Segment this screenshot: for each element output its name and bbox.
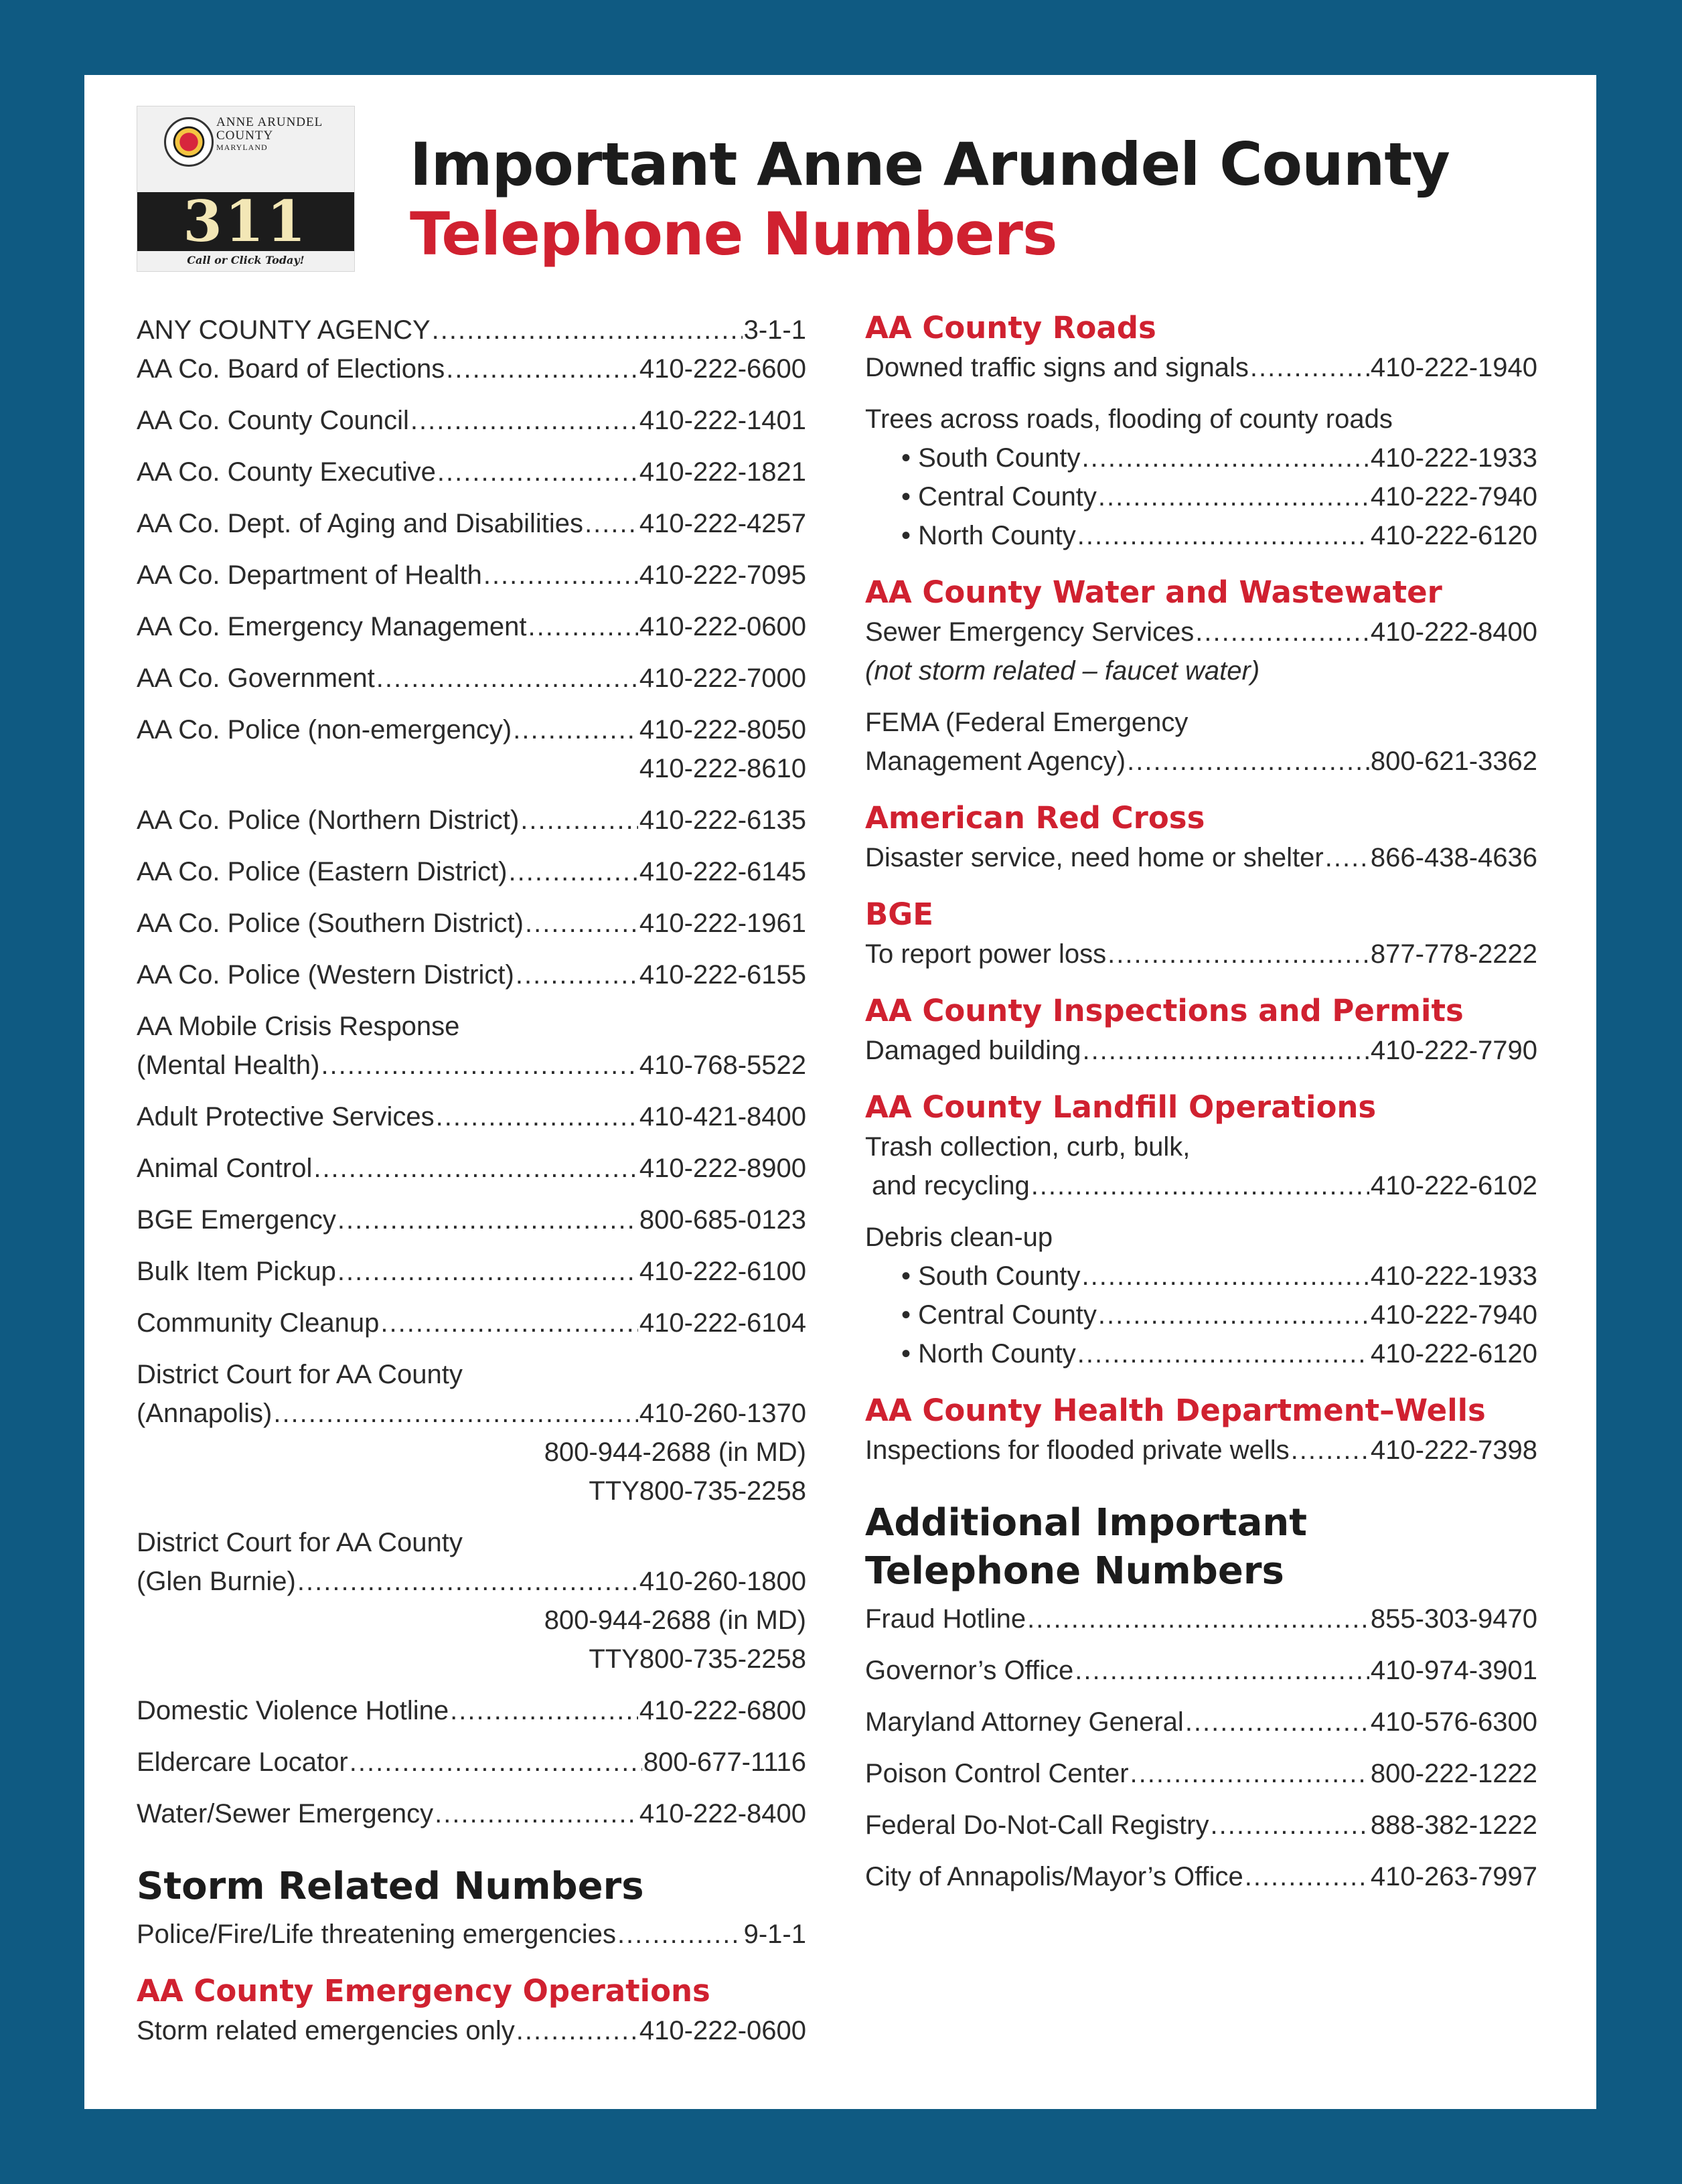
- listing-label: BGE Emergency: [137, 1205, 336, 1235]
- section-heading-water: AA County Water and Wastewater: [865, 574, 1442, 610]
- listing-label: AA Co. Police (non-emergency): [137, 715, 512, 745]
- phone-number-alt: 800-944-2688 (in MD): [544, 1437, 806, 1467]
- listing-note: (not storm related – faucet water): [865, 656, 1260, 686]
- listing-label: Poison Control Center: [865, 1759, 1129, 1788]
- section-heading-additional: Additional Important: [865, 1501, 1308, 1545]
- listing-row: [865, 439, 1537, 477]
- listing-label: Maryland Attorney General: [865, 1707, 1184, 1737]
- dot-leader: [1210, 1806, 1369, 1845]
- left-column: [137, 311, 806, 2050]
- phone-number: 410-222-6145: [639, 857, 806, 886]
- phone-number: 866-438-4636: [1370, 843, 1537, 872]
- section-heading-additional-line2: Telephone Numbers: [865, 1549, 1284, 1593]
- dot-leader: [1027, 1600, 1369, 1638]
- section-heading-roads: AA County Roads: [865, 310, 1156, 345]
- listing-label: Governor’s Office: [865, 1656, 1074, 1685]
- phone-number: 410-222-7940: [1370, 1300, 1537, 1330]
- phone-number: 410-768-5522: [639, 1050, 806, 1080]
- dot-leader: [617, 1915, 743, 1954]
- listing-row: [137, 1562, 806, 1601]
- listing-label: AA Co. Police (Northern District): [137, 805, 520, 835]
- phone-number: 410-222-6100: [639, 1257, 806, 1286]
- listing-row: [865, 838, 1537, 877]
- phone-number: 410-222-7095: [639, 560, 806, 590]
- dot-leader: [337, 1200, 638, 1239]
- phone-number: 410-222-1821: [639, 457, 806, 487]
- listing-label: AA Co. Police (Eastern District): [137, 857, 508, 886]
- dot-leader: [1291, 1431, 1369, 1470]
- listing-row: [137, 904, 806, 943]
- phone-number: 800-222-1222: [1370, 1759, 1537, 1788]
- phone-number: 800-621-3362: [1370, 747, 1537, 776]
- logo-311-number: 311: [137, 192, 354, 251]
- dot-leader: [376, 659, 638, 698]
- phone-number: 410-222-6120: [1370, 1339, 1537, 1369]
- listing-row: [865, 1166, 1537, 1205]
- phone-number: 800-685-0123: [639, 1205, 806, 1235]
- listing-row: [137, 1046, 806, 1085]
- phone-number: 410-576-6300: [1370, 1707, 1537, 1737]
- phone-number: 888-382-1222: [1370, 1810, 1537, 1840]
- logo-name-line1: ANNE ARUNDEL: [216, 115, 323, 129]
- dot-leader: [1082, 1257, 1369, 1296]
- dot-leader: [1082, 439, 1369, 477]
- listing-row: [137, 659, 806, 698]
- dot-leader: [509, 852, 638, 891]
- listing-row: [865, 1703, 1537, 1741]
- listing-label: AA Co. Emergency Management: [137, 612, 527, 641]
- listing-label-line: FEMA (Federal Emergency: [865, 708, 1189, 737]
- listing-label: Domestic Violence Hotline: [137, 1696, 449, 1725]
- listing-row: [865, 1600, 1537, 1638]
- listing-label: ANY COUNTY AGENCY: [137, 315, 431, 345]
- listing-row: [137, 1394, 806, 1433]
- dot-leader: [410, 401, 638, 440]
- dot-leader: [520, 801, 638, 840]
- dot-leader: [1130, 1754, 1369, 1793]
- phone-number: 410-222-4257: [639, 509, 806, 538]
- dot-leader: [446, 349, 638, 388]
- listing-row: [865, 477, 1537, 516]
- dot-leader: [321, 1046, 637, 1085]
- listing-label: AA Co. Department of Health: [137, 560, 482, 590]
- listing-row: [865, 1296, 1537, 1334]
- dot-leader: [337, 1252, 638, 1291]
- listing-row: [137, 801, 806, 840]
- section-heading-bge: BGE: [865, 896, 933, 932]
- listing-row: [137, 1915, 806, 1954]
- listing-row: [865, 348, 1537, 387]
- dot-leader: [450, 1691, 638, 1730]
- listing-row: [137, 311, 806, 349]
- logo-name-line3: MARYLAND: [216, 143, 268, 152]
- listing-row: [137, 710, 806, 749]
- listing-label: Sewer Emergency Services: [865, 617, 1195, 647]
- listing-label: Damaged building: [865, 1036, 1081, 1065]
- dot-leader: [516, 2011, 638, 2050]
- phone-number: 410-222-6600: [639, 354, 806, 384]
- listing-row: [137, 453, 806, 491]
- listing-label: Management Agency): [865, 747, 1126, 776]
- phone-number-alt: 410-222-8610: [639, 754, 806, 783]
- dot-leader: [1127, 742, 1369, 781]
- dot-leader: [297, 1562, 638, 1601]
- dot-leader: [1185, 1703, 1369, 1741]
- listing-label-line: Debris clean-up: [865, 1223, 1053, 1252]
- listing-row: [137, 401, 806, 440]
- listing-row: [865, 742, 1537, 781]
- listing-row: [137, 607, 806, 646]
- dot-leader: [313, 1149, 638, 1188]
- listing-label-line: District Court for AA County: [137, 1360, 463, 1389]
- section-heading-wells: AA County Health Department–Wells: [865, 1393, 1486, 1428]
- listing-row: [137, 504, 806, 543]
- listing-label: AA Co. Police (Western District): [137, 960, 514, 990]
- phone-number: 410-222-6155: [639, 960, 806, 990]
- dot-leader: [1077, 1334, 1369, 1373]
- dot-leader: [437, 453, 638, 491]
- listing-label: (Annapolis): [137, 1399, 273, 1428]
- phone-number: 410-222-0600: [639, 612, 806, 641]
- dot-leader: [1031, 1166, 1369, 1205]
- listing-row: [137, 1691, 806, 1730]
- phone-number: 410-222-7398: [1370, 1435, 1537, 1465]
- phone-number: 410-222-0600: [639, 2016, 806, 2045]
- listing-label-line: Trash collection, curb, bulk,: [865, 1132, 1191, 1162]
- listing-label: AA Co. Dept. of Aging and Disabilities: [137, 509, 584, 538]
- dot-leader: [1245, 1857, 1369, 1896]
- dot-leader: [513, 710, 638, 749]
- listing-row: [137, 1252, 806, 1291]
- dot-leader: [1098, 1296, 1369, 1334]
- listing-label: • North County: [901, 516, 1076, 555]
- phone-number: 410-222-6120: [1370, 521, 1537, 550]
- phone-number: 410-974-3901: [1370, 1656, 1537, 1685]
- phone-number: 410-222-1933: [1370, 1261, 1537, 1291]
- page-title: Important Anne Arundel County: [410, 130, 1450, 199]
- phone-number: 410-222-8900: [639, 1154, 806, 1183]
- phone-number: 410-222-1933: [1370, 443, 1537, 473]
- dot-leader: [432, 311, 743, 349]
- listing-label: • South County: [901, 439, 1081, 477]
- logo-tagline: Call or Click Today!: [187, 254, 305, 266]
- phone-number: 410-222-7940: [1370, 482, 1537, 512]
- listing-label: AA Co. Government: [137, 664, 375, 693]
- dot-leader: [1107, 935, 1369, 973]
- phone-number: 410-222-8050: [639, 715, 806, 745]
- listing-label: Community Cleanup: [137, 1308, 380, 1338]
- listing-row: [865, 1431, 1537, 1470]
- listing-label: and recycling: [872, 1171, 1030, 1200]
- listing-label: Federal Do-Not-Call Registry: [865, 1810, 1209, 1840]
- listing-row: [137, 1304, 806, 1342]
- listing-row: [137, 1743, 806, 1782]
- listing-label: Fraud Hotline: [865, 1604, 1026, 1634]
- listing-row: [137, 955, 806, 994]
- listing-row: [865, 613, 1537, 651]
- dot-leader: [273, 1394, 638, 1433]
- phone-number: 800-677-1116: [643, 1747, 806, 1777]
- phone-number: 410-260-1370: [639, 1399, 806, 1428]
- dot-leader: [1077, 516, 1369, 555]
- section-heading-storm: Storm Related Numbers: [137, 1865, 644, 1908]
- listing-label: Animal Control: [137, 1154, 313, 1183]
- listing-label: • Central County: [901, 1296, 1097, 1334]
- listing-label-line: District Court for AA County: [137, 1528, 463, 1557]
- listing-label: AA Co. County Council: [137, 406, 409, 435]
- dot-leader: [528, 607, 638, 646]
- dot-leader: [1098, 477, 1369, 516]
- county-311-logo: [137, 106, 355, 272]
- phone-number: 855-303-9470: [1370, 1604, 1537, 1634]
- dot-leader: [435, 1794, 638, 1833]
- phone-number: 410-222-7000: [639, 664, 806, 693]
- dot-leader: [516, 955, 638, 994]
- phone-number: 410-263-7997: [1370, 1862, 1537, 1891]
- dot-leader: [1195, 613, 1369, 651]
- listing-label: Police/Fire/Life threatening emergencies: [137, 1920, 616, 1949]
- listing-row: [865, 1806, 1537, 1845]
- phone-number: 410-260-1800: [639, 1567, 806, 1596]
- listing-row: [137, 2011, 806, 2050]
- listing-row: [865, 1754, 1537, 1793]
- listing-label: Adult Protective Services: [137, 1102, 435, 1132]
- phone-number: 410-222-8400: [639, 1799, 806, 1828]
- listing-row: [865, 1257, 1537, 1296]
- listing-row: [137, 1200, 806, 1239]
- phone-number: 3-1-1: [743, 315, 806, 345]
- listing-row: [137, 556, 806, 595]
- phone-number-alt: 800-944-2688 (in MD): [544, 1606, 806, 1635]
- listing-row: [137, 349, 806, 388]
- phone-number: 410-222-1940: [1370, 353, 1537, 382]
- listing-label: AA Co. Board of Elections: [137, 354, 445, 384]
- directory-page: [84, 75, 1596, 2109]
- listing-label: Disaster service, need home or shelter: [865, 843, 1324, 872]
- section-heading-red-cross: American Red Cross: [865, 800, 1205, 836]
- page-subtitle: Telephone Numbers: [410, 200, 1057, 268]
- listing-row: [865, 1334, 1537, 1373]
- listing-label: Downed traffic signs and signals: [865, 353, 1249, 382]
- dot-leader: [1325, 838, 1369, 877]
- logo-county-name: [216, 116, 350, 152]
- dot-leader: [380, 1304, 638, 1342]
- phone-number: 410-222-6800: [639, 1696, 806, 1725]
- listing-label: (Mental Health): [137, 1050, 320, 1080]
- dot-leader: [1082, 1031, 1369, 1070]
- phone-number: 410-222-1961: [639, 909, 806, 938]
- phone-number: 877-778-2222: [1370, 939, 1537, 969]
- phone-number-tty: TTY800-735-2258: [589, 1476, 806, 1506]
- phone-number-tty: TTY800-735-2258: [589, 1644, 806, 1674]
- listing-label: To report power loss: [865, 939, 1107, 969]
- listing-label: City of Annapolis/Mayor’s Office: [865, 1862, 1243, 1891]
- listing-label: Bulk Item Pickup: [137, 1257, 336, 1286]
- section-heading-landfill: AA County Landfill Operations: [865, 1089, 1377, 1125]
- listing-row: [137, 1794, 806, 1833]
- listing-row: [865, 1031, 1537, 1070]
- dot-leader: [350, 1743, 642, 1782]
- section-heading-emergency-operations: AA County Emergency Operations: [137, 1973, 710, 2009]
- county-seal-icon: [164, 117, 214, 167]
- listing-label: Storm related emergencies only: [137, 2016, 515, 2045]
- dot-leader: [585, 504, 638, 543]
- listing-row: [137, 1097, 806, 1136]
- phone-number: 410-222-8400: [1370, 617, 1537, 647]
- dot-leader: [1250, 348, 1369, 387]
- phone-number: 9-1-1: [743, 1920, 806, 1949]
- section-heading-inspections: AA County Inspections and Permits: [865, 993, 1464, 1028]
- listing-row: [865, 1651, 1537, 1690]
- listing-label-line: Trees across roads, flooding of county roads: [865, 404, 1393, 434]
- listing-label: AA Co. Police (Southern District): [137, 909, 524, 938]
- listing-label: Inspections for flooded private wells: [865, 1435, 1290, 1465]
- listing-row: [865, 935, 1537, 973]
- phone-number: 410-222-1401: [639, 406, 806, 435]
- listing-label: (Glen Burnie): [137, 1567, 296, 1596]
- phone-number: 410-222-6102: [1370, 1171, 1537, 1200]
- phone-number: 410-222-6104: [639, 1308, 806, 1338]
- listing-label: Water/Sewer Emergency: [137, 1799, 434, 1828]
- listing-label-line: AA Mobile Crisis Response: [137, 1012, 460, 1041]
- listing-label: • North County: [901, 1334, 1076, 1373]
- phone-number: 410-222-7790: [1370, 1036, 1537, 1065]
- dot-leader: [436, 1097, 638, 1136]
- listing-row: [865, 516, 1537, 555]
- right-column: [865, 311, 1537, 1896]
- listing-label: AA Co. County Executive: [137, 457, 436, 487]
- logo-name-line2: COUNTY: [216, 129, 274, 143]
- dot-leader: [1075, 1651, 1369, 1690]
- dot-leader: [483, 556, 638, 595]
- phone-number: 410-222-6135: [639, 805, 806, 835]
- listing-row: [865, 1857, 1537, 1896]
- listing-row: [137, 852, 806, 891]
- dot-leader: [525, 904, 638, 943]
- listing-label: Eldercare Locator: [137, 1747, 348, 1777]
- listing-label: • South County: [901, 1257, 1081, 1296]
- phone-number: 410-421-8400: [639, 1102, 806, 1132]
- listing-label: • Central County: [901, 477, 1097, 516]
- listing-row: [137, 1149, 806, 1188]
